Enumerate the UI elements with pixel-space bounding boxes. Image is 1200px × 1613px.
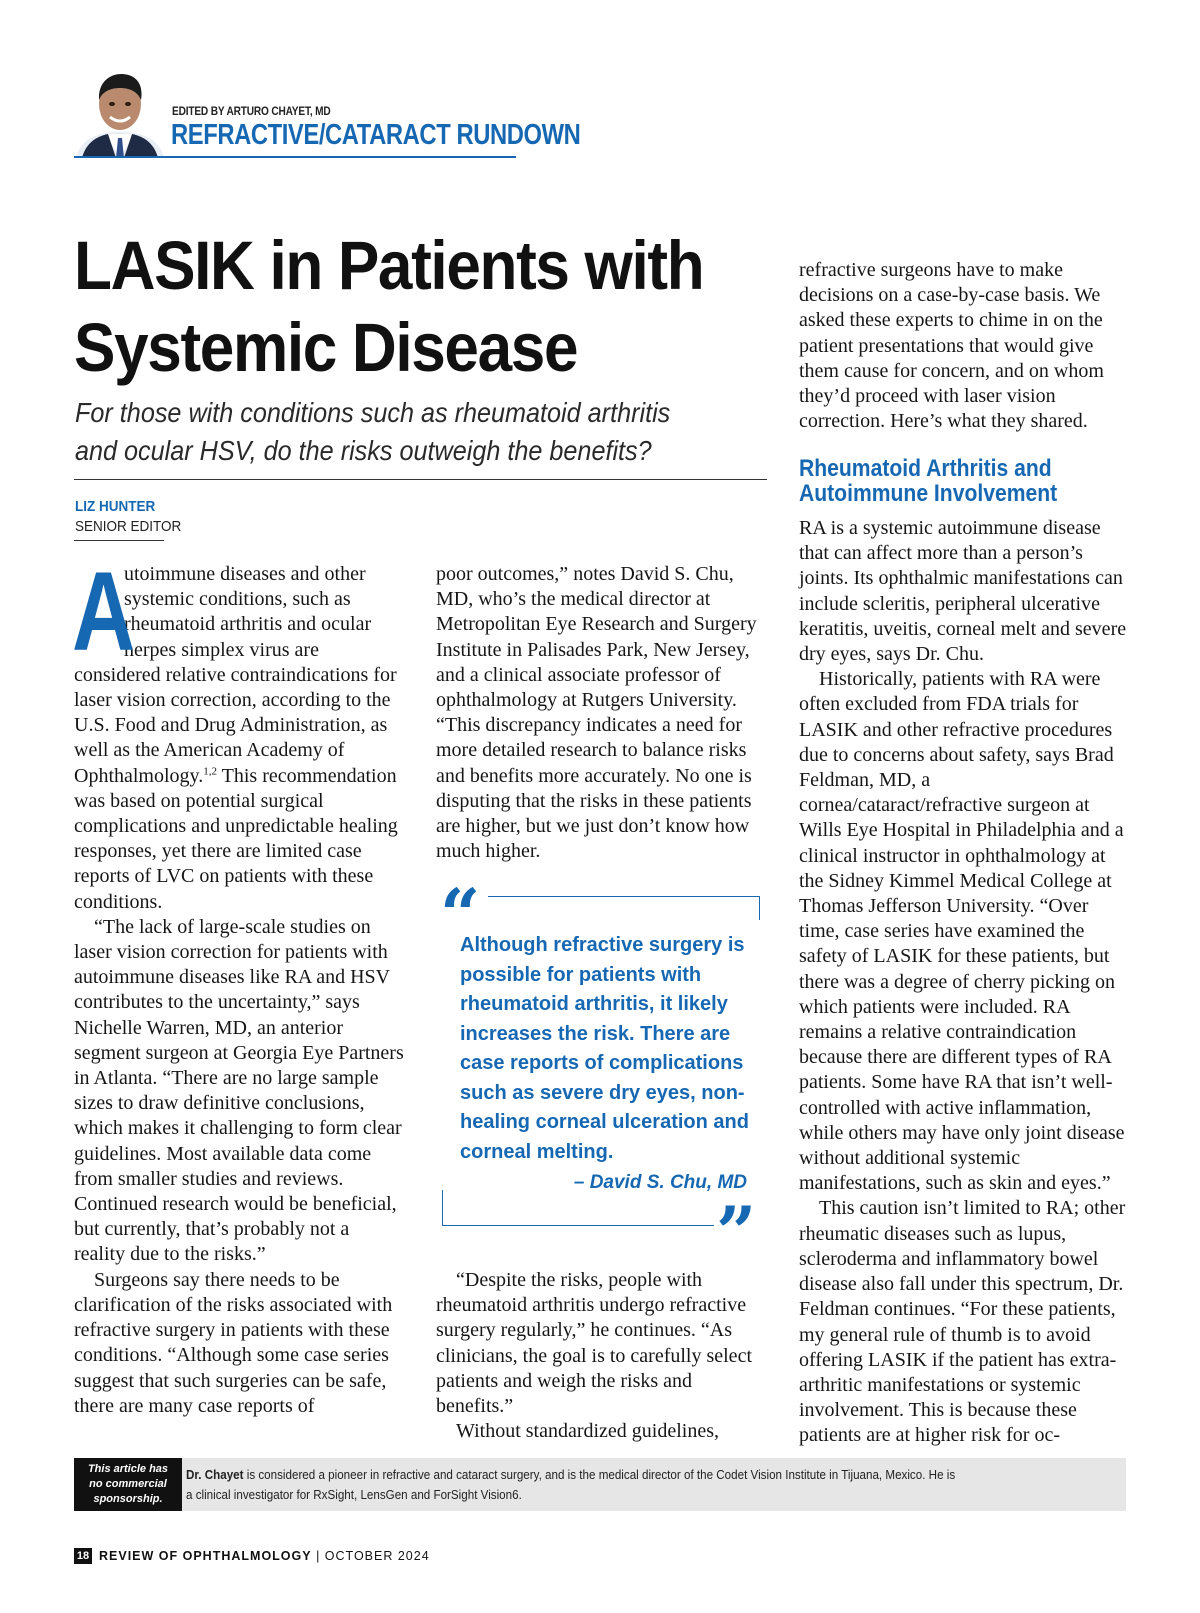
- byline-divider: [74, 540, 164, 541]
- open-quote-mark: “: [440, 873, 481, 956]
- article-dek: For those with conditions such as rheumatoid arthritis and ocular HSV, do the risks outweigh the benefits?: [75, 397, 671, 466]
- page-number: 18: [74, 1548, 92, 1564]
- pull-quote-attribution: – David S. Chu, MD: [573, 1172, 747, 1193]
- body-column-3: [799, 258, 1129, 434]
- drop-cap: A: [72, 549, 136, 674]
- pull-quote-rule-top: [488, 896, 760, 897]
- publication-name: REVIEW OF OPHTHALMOLOGY: [99, 1549, 312, 1563]
- disclosure-text: [186, 1465, 958, 1505]
- body-paragraph: Without standardized guidelines,: [456, 1420, 720, 1443]
- pull-quote-tick-top: [759, 896, 760, 920]
- body-column-2: [436, 562, 767, 864]
- body-column-1: [72, 549, 405, 1419]
- issue-date: OCTOBER 2024: [324, 1549, 430, 1563]
- body-column-3-continued: [799, 516, 1129, 1449]
- body-paragraph: “The lack of large-scale studies on laser vision correction for patients with autoimmune diseases like RA and HSV contributes to the uncertainty,” says Nichelle Warren, MD, an anterior segment surgeon at Georgia Eye Partners in Atlanta. “There are no large sample sizes to draw definitive conclusions, which makes it challenging to form clear guidelines. Most available data come from smaller studies and reviews. Continued research would be beneficial, but currently, that’s probably not a reality due to the risks.”: [74, 915, 404, 1266]
- body-column-2-continued: [436, 1268, 767, 1444]
- paragraph-text: utoimmune diseases and other systemic conditions, such as rheumatoid arthritis and ocular herpes simplex virus are considered relative contraindications for laser vision correction, according to the U.S. Food and Drug Administration, as well as the American Academy of Ophthalmology.: [74, 563, 397, 787]
- article-headline: LASIK in Patients with Systemic Disease: [74, 227, 704, 386]
- disclosure-body: is considered a pioneer in refractive and cataract surgery, and is the medical director of the Codet Vision Institute in Tijuana, Mexico. He is a clinical investigator for RxSight, LensGen and ForSight Vision6.: [186, 1468, 956, 1502]
- body-paragraph: Historically, patients with RA were often excluded from FDA trials for LASIK and other refractive procedures due to concerns about safety, says Brad Feldman, MD, a cornea/cataract/refractive surgeon at Wills Eye Hospital in Philadelphia and a clinical instructor in ophthalmology at the Sidney Kimmel Medical College at Thomas Jefferson University. “Over time, case series have examined the safety of LASIK for these patients, but there was a degree of cherry picking on which patients were included. RA remains a relative contraindication because there are different types of RA patients. Some have RA that isn’t well-controlled with active inflammation, while others may have only joint disease without additional systemic manifestations, such as skin and eyes.”: [799, 668, 1125, 1195]
- paragraph-text: This recommendation was based on potential surgical complications and unpredictable healing responses, yet there are limited case reports of LVC on patients with these conditions.: [74, 764, 398, 913]
- sponsorship-tag: [74, 1458, 182, 1511]
- sponsorship-tag-text: This article has no commercial sponsorship.: [87, 1463, 169, 1505]
- header-divider: [74, 156, 516, 158]
- body-paragraph: refractive surgeons have to make decisions on a case-by-case basis. We asked these experts to chime in on the patient presentations that would give them cause for concern, and on whom they’d proceed with laser vision correction. Here’s what they shared.: [799, 259, 1104, 433]
- body-paragraph: Surgeons say there needs to be clarification of the risks associated with refractive surgery in patients with these conditions. “Although some case series suggest that such surgeries can be safe, there are many case reports of: [74, 1268, 393, 1417]
- body-paragraph: [72, 549, 405, 915]
- reference-superscript: 1,2: [203, 764, 217, 777]
- disclosure-name: Dr. Chayet: [186, 1468, 244, 1482]
- body-paragraph: “Despite the risks, people with rheumatoid arthritis undergo refractive surgery regularly,” he continues. “As clinicians, the goal is to carefully select patients and weigh the risks and benefits.”: [436, 1269, 752, 1418]
- editor-portrait-photo: [74, 70, 166, 158]
- footer-publication-line: [99, 1548, 430, 1564]
- close-quote-mark: ”: [716, 1191, 757, 1274]
- byline-author: LIZ HUNTER: [75, 498, 156, 515]
- body-paragraph: poor outcomes,” notes David S. Chu, MD, who’s the medical director at Metropolitan Eye Research and Surgery Institute in Palisades Park, New Jersey, and a clinical associate professor of ophthalmology at Rutgers University. “This discrepancy indicates a need for more detailed research to balance risks and benefits more accurately. No one is disputing that the risks in these patients are higher, but we just don’t know how much higher.: [436, 563, 757, 863]
- body-paragraph: RA is a systemic autoimmune disease that can affect more than a person’s joints. Its ophthalmic manifestations can include scleritis, peripheral ulcerative keratitis, uveitis, corneal melt and severe dry eyes, says Dr. Chu.: [799, 517, 1127, 666]
- section-subhead: Rheumatoid Arthritis and Autoimmune Involvement: [799, 455, 1058, 507]
- editor-credit: EDITED BY ARTURO CHAYET, MD: [172, 106, 331, 118]
- byline-title: SENIOR EDITOR: [75, 518, 182, 535]
- pull-quote-tick-bottom: [442, 1190, 443, 1226]
- footer-separator: |: [311, 1549, 325, 1563]
- body-paragraph: This caution isn’t limited to RA; other rheumatic diseases such as lupus, scleroderma and inflammatory bowel disease also fall under this spectrum, Dr. Feldman continues. “For these patients, my general rule of thumb is to avoid offering LASIK if the patient has extra-arthritic manifestations or systemic involvement. This is because these patients are at higher risk for oc-: [799, 1197, 1126, 1447]
- pull-quote-rule-bottom: [442, 1225, 714, 1226]
- department-title: REFRACTIVE/CATARACT RUNDOWN: [171, 119, 581, 151]
- title-divider: [74, 479, 767, 480]
- pull-quote-text: Although refractive surgery is possible for patients with rheumatoid arthritis, it likely increases the risk. There are case reports of complications such as severe dry eyes, non-healing corneal ulceration and corneal melting.: [460, 934, 749, 1163]
